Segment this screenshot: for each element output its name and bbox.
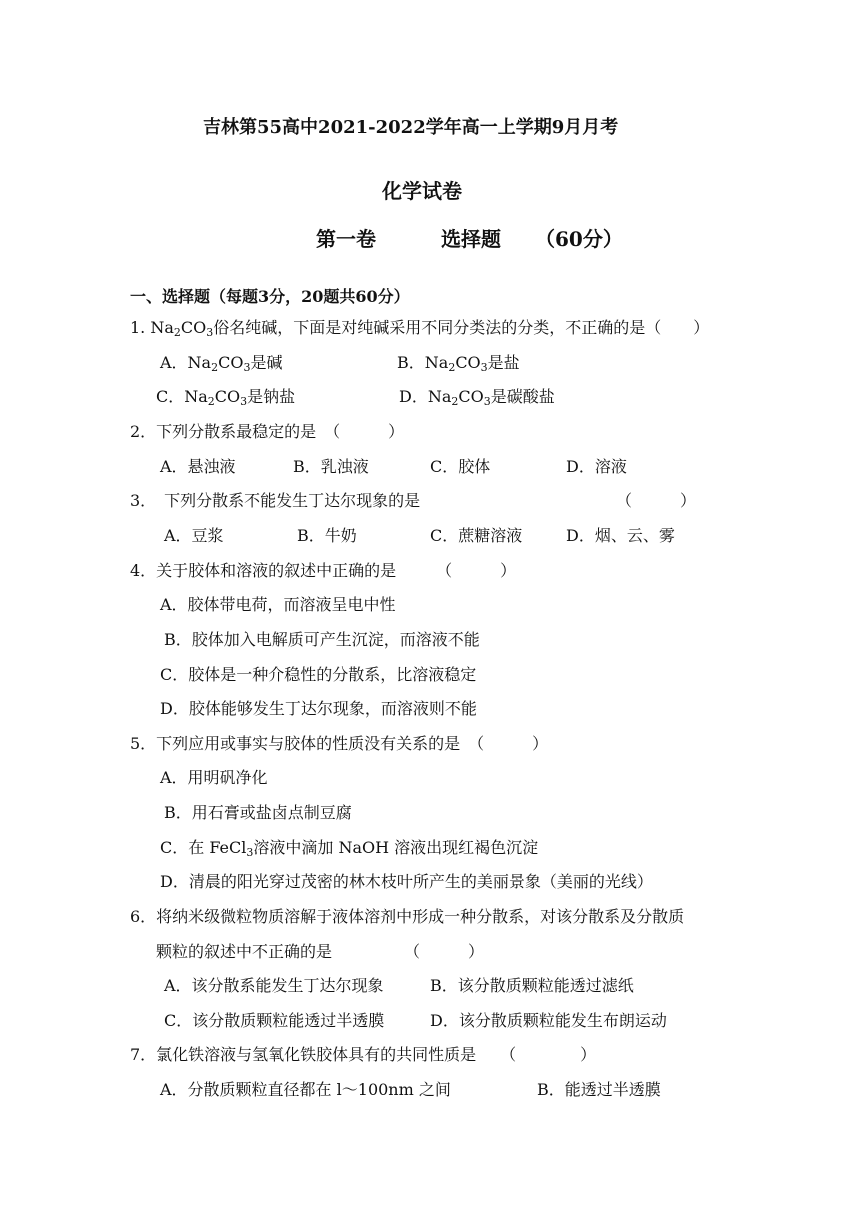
q4-option-b: B．胶体加入电解质可产生沉淀，而溶液不能 xyxy=(164,630,480,649)
q4-option-a: A．胶体带电荷，而溶液呈电中性 xyxy=(160,595,396,614)
question-6: 6．将纳米级微粒物质溶解于液体溶剂中形成一种分散系，对该分散系及分散质 xyxy=(130,907,685,926)
q6-option-c: C．该分散质颗粒能透过半透膜 xyxy=(164,1011,385,1030)
question-5: 5．下列应用或事实与胶体的性质没有关系的是 （ ） xyxy=(130,734,549,753)
exam-title: 吉林第55高中2021-2022学年高一上学期9月月考 xyxy=(203,117,619,138)
q2-option-a: A．悬浊液 xyxy=(160,457,236,476)
q5-option-a: A．用明矾净化 xyxy=(160,768,268,787)
q5-option-b: B．用石膏或盐卤点制豆腐 xyxy=(164,803,352,822)
subscript: 2 xyxy=(451,395,459,408)
section-heading: 一、选择题（每题3分，20题共60分） xyxy=(130,287,410,306)
q1-option-c xyxy=(156,387,295,407)
q2-option-d: D．溶液 xyxy=(566,457,627,476)
question-3: 3． 下列分散系不能发生丁达尔现象的是 xyxy=(130,491,421,510)
question-4: 4．关于胶体和溶液的叙述中正确的是 （ ） xyxy=(130,561,517,580)
option-label: B．Na xyxy=(397,353,449,372)
option-label: D．Na xyxy=(399,387,452,406)
option-text: 是碱 xyxy=(250,353,283,372)
volume-type: 选择题 xyxy=(441,227,501,251)
q6-option-b: B．该分散质颗粒能透过滤纸 xyxy=(430,976,634,995)
q6-option-a: A．该分散系能发生丁达尔现象 xyxy=(164,976,384,995)
option-text: 是碳酸盐 xyxy=(490,387,555,406)
volume-title: 第一卷 xyxy=(316,227,376,251)
subscript: 3 xyxy=(240,395,248,408)
q6-option-d: D．该分散质颗粒能发生布朗运动 xyxy=(430,1011,667,1030)
option-text: 是盐 xyxy=(487,353,520,372)
formula-na: Na xyxy=(150,318,174,337)
question-7: 7．氯化铁溶液与氢氧化铁胶体具有的共同性质是 （ ） xyxy=(130,1045,597,1064)
option-text: 是钠盐 xyxy=(247,387,296,406)
question-6-cont: 颗粒的叙述中不正确的是 （ ） xyxy=(156,942,485,961)
q5-option-d: D．清晨的阳光穿过茂密的林木枝叶所产生的美丽景象（美丽的光线） xyxy=(160,872,653,891)
subscript: 3 xyxy=(246,846,254,859)
formula: CO xyxy=(455,353,481,372)
volume-score: （60分） xyxy=(535,227,623,251)
option-label: C．Na xyxy=(156,387,208,406)
q3-option-a: A．豆浆 xyxy=(164,526,224,545)
subject-title: 化学试卷 xyxy=(382,179,462,203)
q1-option-b xyxy=(397,353,520,373)
q3-option-d: D．烟、云、雾 xyxy=(566,526,675,545)
q7-option-a: A．分散质颗粒直径都在 l～100nm 之间 xyxy=(160,1080,451,1099)
q2-option-c: C．胶体 xyxy=(430,457,491,476)
q2-option-b: B．乳浊液 xyxy=(293,457,369,476)
question-3-paren: （ ） xyxy=(616,491,697,510)
subscript: 2 xyxy=(173,326,181,339)
question-1 xyxy=(130,318,709,338)
q1-option-a xyxy=(160,353,282,373)
q3-option-c: C．蔗糖溶液 xyxy=(430,526,523,545)
subscript: 3 xyxy=(483,395,491,408)
question-text: 俗名纯碱，下面是对纯碱采用不同分类法的分类，不正确的是（ ） xyxy=(213,318,710,337)
subscript: 2 xyxy=(448,361,456,374)
q3-option-b: B．牛奶 xyxy=(297,526,357,545)
q4-option-d: D．胶体能够发生丁达尔现象，而溶液则不能 xyxy=(160,699,477,718)
question-number: 1. xyxy=(130,318,146,337)
subscript: 2 xyxy=(211,361,219,374)
formula: CO xyxy=(214,387,241,406)
option-text: C．在 FeCl xyxy=(160,838,247,857)
subscript: 3 xyxy=(480,361,488,374)
subscript: 3 xyxy=(206,326,214,339)
subscript: 3 xyxy=(243,361,251,374)
q5-option-c xyxy=(160,838,538,858)
question-2: 2．下列分散系最稳定的是 （ ） xyxy=(130,422,405,441)
formula: CO xyxy=(458,387,484,406)
q7-option-b: B．能透过半透膜 xyxy=(537,1080,661,1099)
subscript: 2 xyxy=(207,395,215,408)
option-label: A．Na xyxy=(160,353,212,372)
q4-option-c: C．胶体是一种介稳性的分散系，比溶液稳定 xyxy=(160,665,477,684)
option-text: 溶液中滴加 NaOH 溶液出现红褐色沉淀 xyxy=(253,838,539,857)
q1-option-d xyxy=(399,387,555,407)
formula-co: CO xyxy=(180,318,207,337)
formula: CO xyxy=(218,353,244,372)
